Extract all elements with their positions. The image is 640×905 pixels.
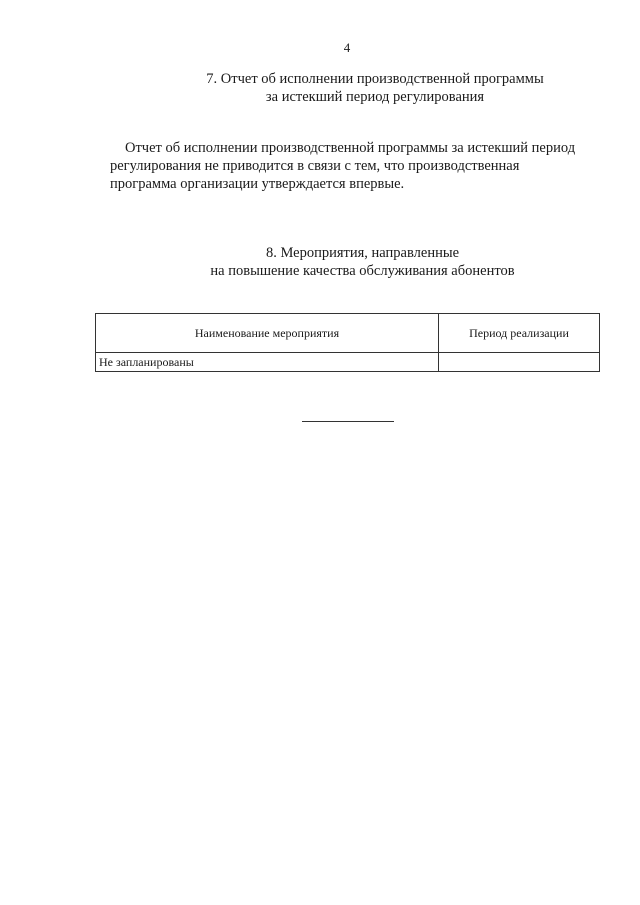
section-8-title-line: на повышение качества обслуживания абонентов [210,263,515,279]
end-divider-line [302,421,394,422]
section-8-title [0,244,640,280]
column-header-period: Период реализации [439,314,600,353]
page-number: 4 [343,40,351,55]
section-7-title [0,70,640,106]
paragraph-line: программа организации утверждается впервые. [110,176,405,192]
paragraph-line: регулирования не приводится в связи с тем, что производственная [110,158,520,174]
table-row [96,353,600,372]
paragraph-line: Отчет об исполнении производственной программы за истекший период [125,140,576,156]
section-7-title-line: 7. Отчет об исполнении производственной программы [206,71,544,87]
table-header-row [96,314,600,353]
section-8-title-line: 8. Мероприятия, направленные [265,245,460,261]
events-table [95,313,600,372]
section-7-paragraph [110,139,605,193]
column-header-event-name: Наименование мероприятия [96,314,439,353]
table-cell-event-name: Не запланированы [96,353,439,372]
section-7-title-line: за истекший период регулирования [265,89,485,105]
table-cell-period [439,353,600,372]
